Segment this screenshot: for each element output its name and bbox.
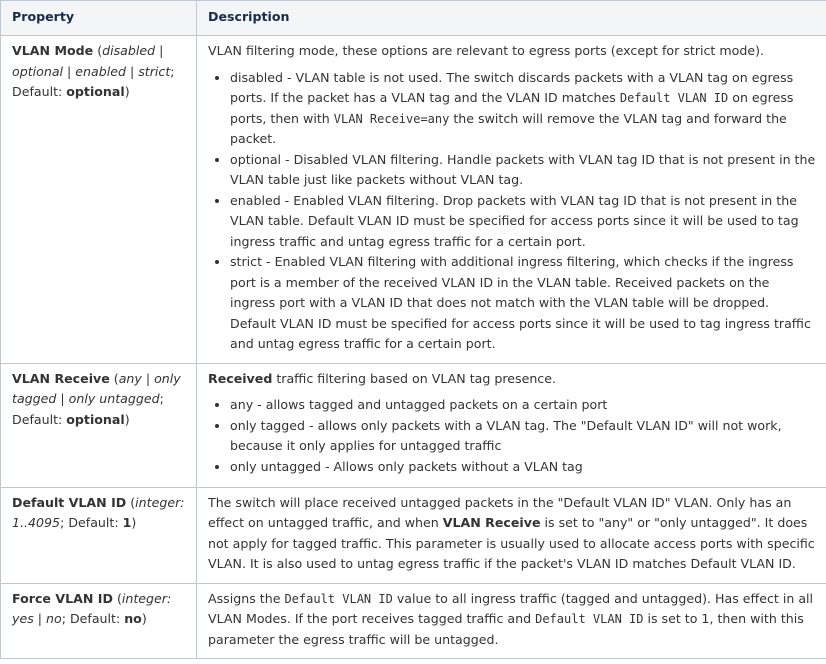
description-intro [208,369,816,390]
property-name: Default VLAN ID [12,494,127,510]
description-column-header: Description [197,1,826,36]
list-item: • optional - Disabled VLAN filtering. Handle packets with VLAN tag ID that is not present in the VLAN table just like packets without VLAN tag. [230,150,816,191]
description-cell-force-vlan-id [197,583,826,659]
text: on egress ports, then with [230,90,794,126]
bold-term: Received [208,370,273,386]
description-cell-vlan-mode [197,36,826,364]
text: is set to "any" or "only untagged". It does not apply for tagged traffic. This parameter is usually used to allocate access ports with specific VLAN. It is also used to untag egress traffic if the packet's VLAN ID matches Default VLAN ID. [208,515,815,571]
property-name: VLAN Mode [12,43,94,58]
property-cell-default-vlan-id [1,487,197,583]
description-text [208,589,816,651]
property-types: any | only tagged | only untagged [12,370,181,406]
description-text [208,493,816,575]
property-name: Force VLAN ID [12,590,113,606]
punct: ; Default: [12,391,164,427]
property-column-header: Property [1,1,197,36]
punct: ; Default: [12,63,175,99]
code-default-vlan-id: Default VLAN ID [619,91,729,105]
punct: ; Default: [60,515,123,530]
punct: ) [124,84,130,99]
options-list [208,68,816,355]
list-item: • only tagged - allows only packets with a VLAN tag. The "Default VLAN ID" will not work, because it only applies for untagged traffic [230,416,816,457]
list-item: • only untagged - Allows only packets without a VLAN tag [230,457,816,478]
options-list [208,395,816,477]
punct: ; Default: [61,611,125,626]
table-row [1,487,826,583]
table-row [1,583,826,659]
bold-term: VLAN Receive [442,515,541,530]
description-intro: VLAN filtering mode, these options are relevant to egress ports (except for strict mode). [208,43,764,58]
text: The switch will place received untagged packets in the "Default VLAN ID" VLAN. Only has an effect on untagged traffic, and when [208,494,792,530]
punct: ( [112,590,122,606]
code-default-vlan-id: Default VLAN ID [535,612,644,626]
list-item: • strict - Enabled VLAN filtering with additional ingress filtering, which checks if the ingress port is a member of the received VLAN ID in the VLAN table. Received packets on the ingress port with a VLAN ID that does not match with the VLAN table will be dropped. Default VLAN ID must be specified for access ports since it will be used to tag ingress traffic and untag egress traffic for a certain port. [230,252,816,355]
property-default: optional [66,84,125,99]
property-default: no [124,611,142,626]
text: the switch will remove the VLAN tag and forward the packet. [230,110,787,146]
punct: ( [109,370,119,386]
description-cell-vlan-receive [197,363,826,487]
code-default-vlan-id: Default VLAN ID [284,591,393,606]
property-default: 1 [122,515,132,530]
property-default: optional [66,411,125,427]
text: disabled - VLAN table is not used. The switch discards packets with a VLAN tag on egress ports. If the packet has a VLAN tag and the VLAN ID matches [230,69,794,105]
code-vlan-receive-any: VLAN Receive=any [333,111,450,126]
table-header-row [1,1,826,36]
table-row [1,36,826,364]
property-cell-vlan-receive [1,363,197,487]
text: value to all ingress traffic (tagged and untagged). Has effect in all VLAN Modes. If the port receives tagged traffic and [208,590,814,626]
punct: ( [126,494,136,510]
property-cell-vlan-mode [1,36,197,364]
list-item: • any - allows tagged and untagged packets on a certain port [230,395,816,416]
list-item: • enabled - Enabled VLAN filtering. Drop packets with VLAN tag ID that is not present in the VLAN table. Default VLAN ID must be specified for access ports since it will be used to tag ingress traffic and untag egress traffic for a certain port. [230,191,816,253]
table-row [1,363,826,487]
list-item [230,68,816,150]
punct: ) [131,515,137,530]
property-cell-force-vlan-id [1,583,197,659]
punct: ) [124,411,130,427]
property-types: integer: 1..4095 [12,494,185,530]
property-types: disabled | optional | enabled | strict [12,43,171,79]
description-cell-default-vlan-id [197,487,826,583]
text: Assigns the [208,590,285,606]
property-types: integer: yes | no [12,590,172,626]
punct: ) [141,611,147,626]
property-name: VLAN Receive [12,370,110,386]
text: traffic filtering based on VLAN tag presence. [272,370,556,386]
punct: ( [93,43,103,58]
text: is set to 1, then with this parameter the egress traffic will be untagged. [208,611,804,647]
